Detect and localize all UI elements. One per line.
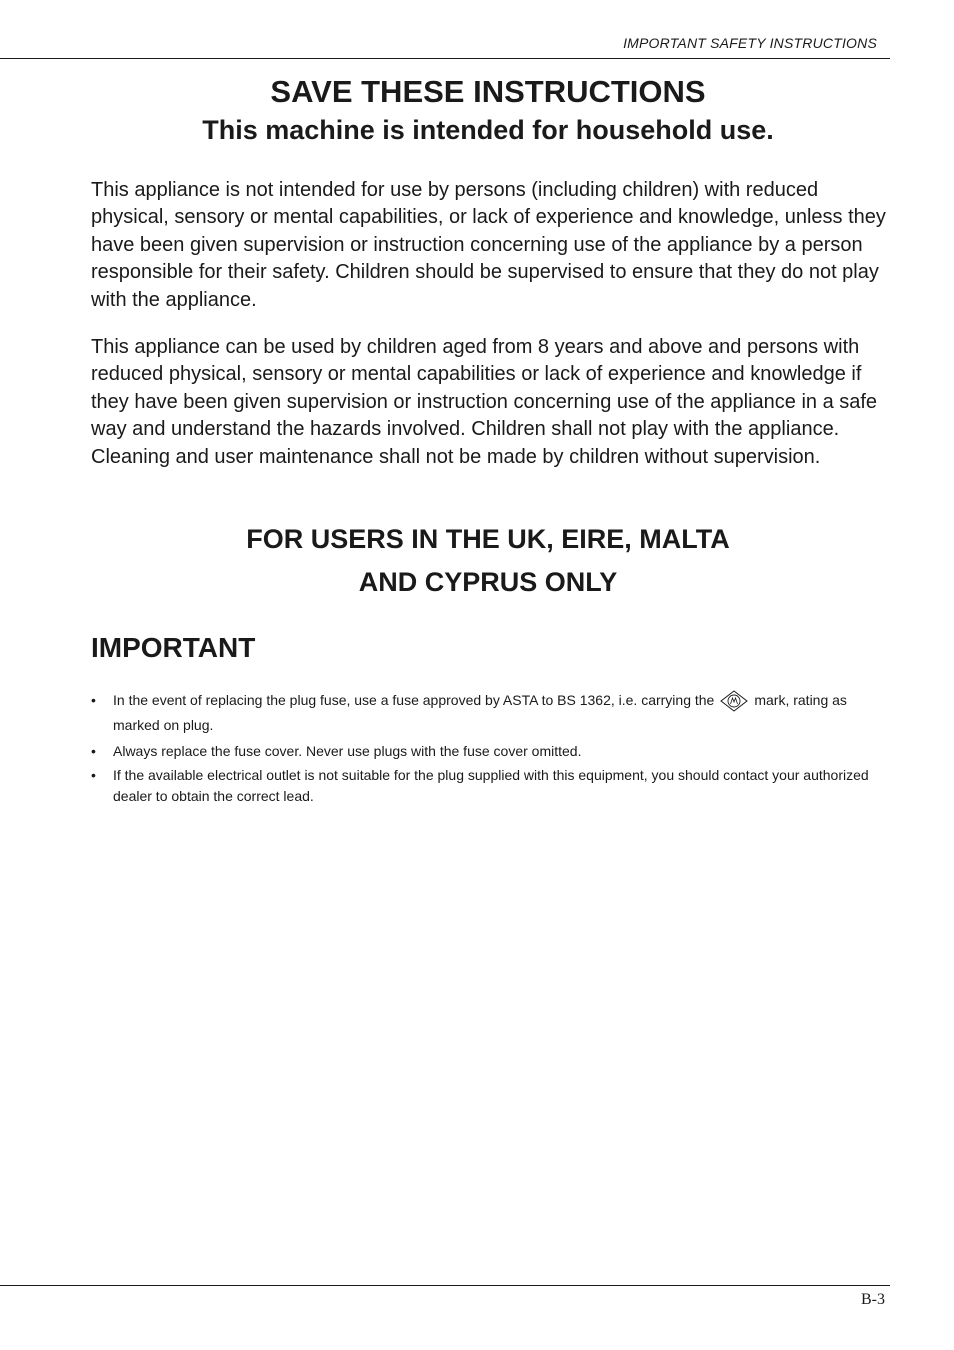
header-rule — [0, 58, 890, 59]
list-item — [91, 765, 891, 807]
uk-section-heading — [0, 518, 954, 604]
page-number: B-3 — [861, 1291, 885, 1308]
footer-rule — [0, 1285, 890, 1286]
page-title: SAVE THESE INSTRUCTIONS — [270, 74, 706, 109]
important-heading: IMPORTANT — [91, 632, 256, 663]
bullet-2-text: Always replace the fuse cover. Never use plugs with the fuse cover omitted. — [113, 743, 582, 759]
list-item — [91, 688, 891, 738]
uk-heading-line-1: FOR USERS IN THE UK, EIRE, MALTA — [246, 524, 730, 554]
bullet-symbol: • — [91, 743, 96, 759]
bullet-symbol: • — [91, 767, 96, 783]
bullet-symbol: • — [91, 692, 96, 708]
body-paragraph-1: This appliance is not intended for use by persons (including children) with reduced physical, sensory or mental capabilities, or lack of experience and knowledge, unless they have been given supervision or instruction concerning use of the appliance by a person responsible for their safety. Children should be supervised to ensure that they do not play with the appliance. — [91, 179, 886, 311]
page-subtitle: This machine is intended for household use. — [202, 115, 774, 145]
bullet-1-text-after: mark, rating as marked on plug. — [113, 692, 847, 733]
body-paragraph-2: This appliance can be used by children aged from 8 years and above and persons with reduced physical, sensory or mental capabilities or lack of experience and knowledge if they have been given supervision or instruction concerning use of the appliance in a safe way and understand the hazards involved. Children shall not play with the appliance. Cleaning and user maintenance shall not be made by children without supervision. — [91, 336, 878, 468]
fuse-bullet-list — [91, 688, 891, 810]
list-item — [91, 741, 891, 762]
bullet-1-text-before: In the event of replacing the plug fuse, use a fuse approved by ASTA to BS 1362, i.e. carrying the — [113, 692, 715, 708]
bullet-3-text: If the available electrical outlet is not suitable for the plug supplied with this equipment, you should contact your authorized dealer to obtain the correct lead. — [113, 767, 869, 804]
page-header-label: IMPORTANT SAFETY INSTRUCTIONS — [623, 35, 877, 51]
uk-heading-line-2: AND CYPRUS ONLY — [358, 567, 618, 597]
asta-mark-icon — [720, 690, 748, 712]
